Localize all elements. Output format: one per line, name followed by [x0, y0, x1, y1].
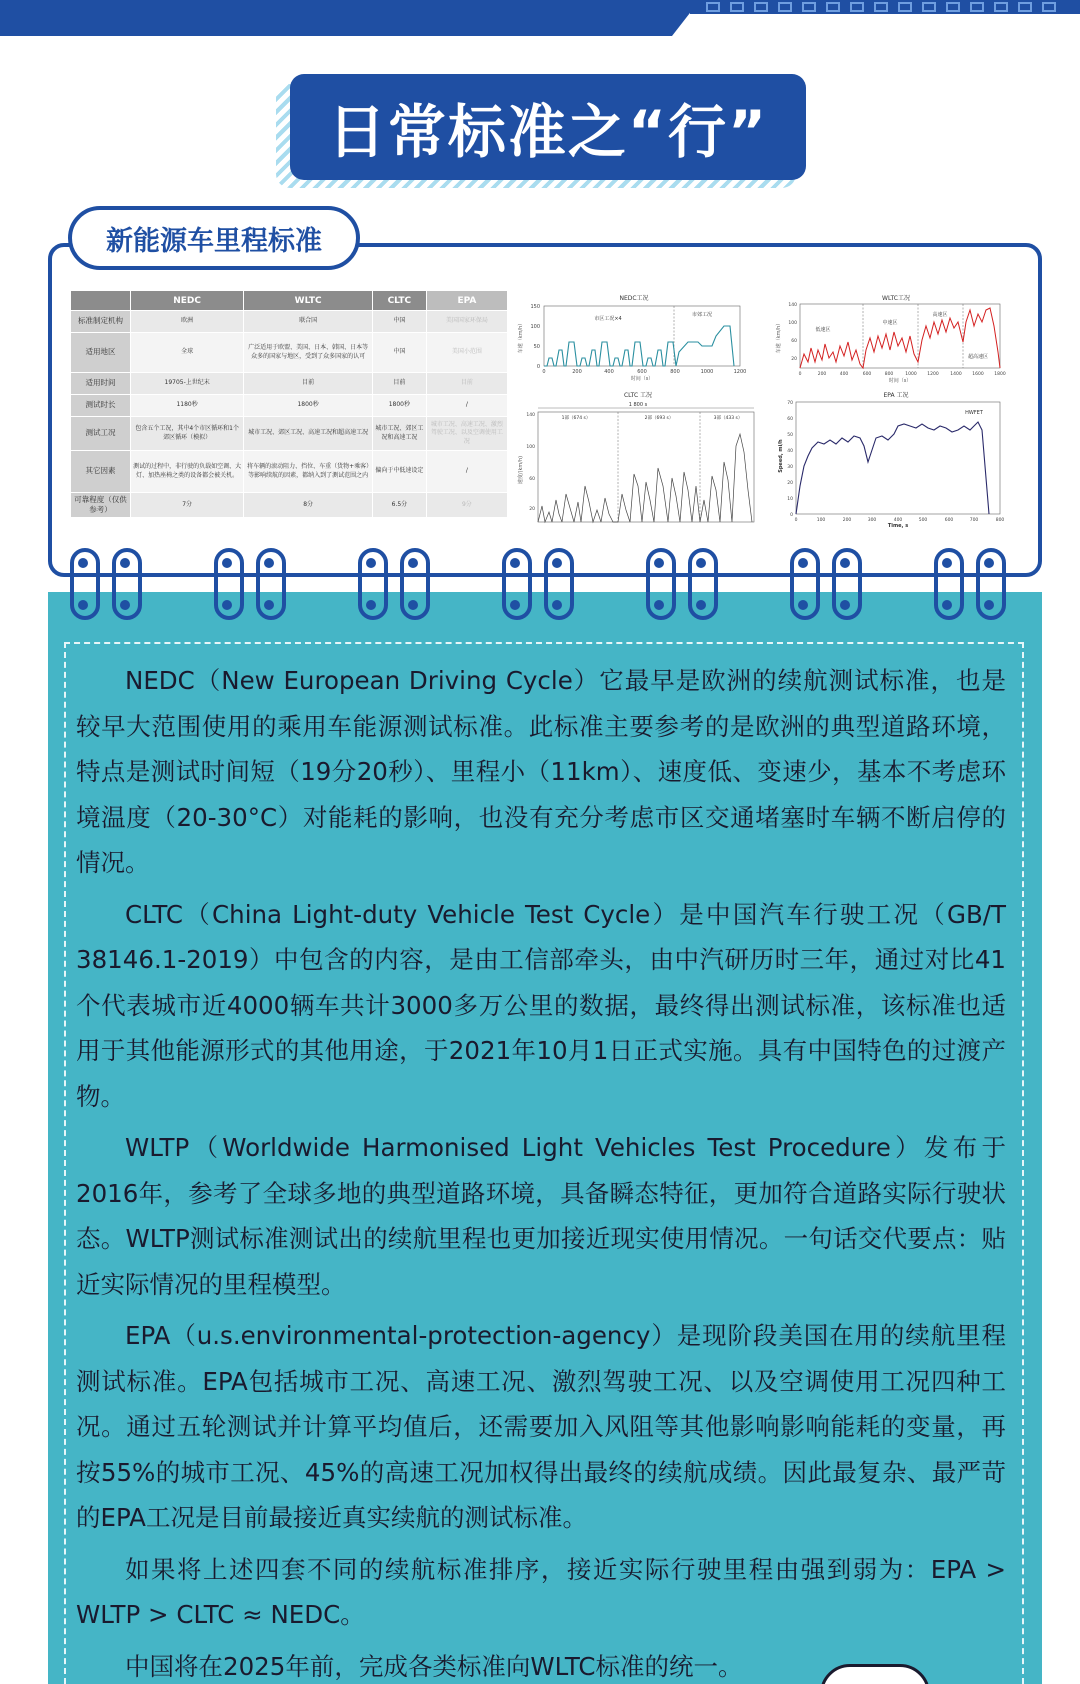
ring-pair — [214, 548, 294, 622]
nedc-xlabel: 时间（s） — [630, 376, 654, 382]
table-row-header: 适用时间 — [71, 373, 131, 395]
epa-xtick: 400 — [893, 518, 903, 523]
table-cell: 9分 — [426, 493, 507, 518]
epa-ytick: 50 — [787, 433, 793, 438]
table-cell: 中国 — [372, 311, 426, 333]
cltc-speed-line — [538, 434, 752, 522]
table-cell: 19705-上世纪末 — [131, 373, 244, 395]
epa-axes — [796, 402, 1000, 514]
paragraph-ranking: 如果将上述四套不同的续航标准排序，接近实际行驶里程由强到弱为：EPA > WLTP > CLTC ≈ NEDC。 — [76, 1554, 1006, 1629]
ring-pair — [790, 548, 870, 622]
wltc-ytick: 60 — [791, 339, 797, 344]
table-cell: 目前 — [426, 373, 507, 395]
table-cell: 美国国家环保局 — [426, 311, 507, 333]
table-cell: 1800秒 — [244, 395, 373, 417]
nedc-xtick: 800 — [670, 369, 680, 375]
epa-ytick: 70 — [787, 401, 793, 406]
nedc-xtick: 200 — [572, 369, 582, 375]
nedc-seg-label: 市区工况×4 — [594, 316, 622, 322]
epa-xtick: 700 — [969, 518, 979, 523]
table-cell: 将车辆的滚动阻力、挡位、车重（货物+乘客）等影响续航的因素，都纳入到了测试范围之内 — [244, 451, 373, 493]
table-cell: / — [426, 451, 507, 493]
table-row-header: 测试时长 — [71, 395, 131, 417]
epa-chart-title: EPA 工况 — [883, 392, 909, 399]
wltc-ytick: 140 — [788, 303, 797, 308]
nedc-ytick: 50 — [533, 344, 540, 350]
table-header-cell: CLTC — [372, 291, 426, 311]
nedc-ylabel: 车速（km/h） — [518, 320, 524, 354]
body-text — [76, 658, 1006, 1684]
nedc-xtick: 0 — [542, 369, 546, 375]
cltc-chart-title: CLTC 工况 — [623, 392, 653, 399]
top-banner — [0, 0, 700, 36]
table-cell: 包含五个工况，其中4个市区循环和1个郊区循环（模拟） — [131, 417, 244, 451]
ring-pair — [934, 548, 1014, 622]
table-row — [71, 333, 508, 373]
table-cell: 目前 — [372, 373, 426, 395]
nedc-chart-title: NEDC工况 — [619, 295, 649, 302]
wltc-xtick: 800 — [884, 372, 894, 377]
wltc-xtick: 1600 — [972, 372, 984, 377]
wltc-ytick: 20 — [791, 357, 797, 362]
title-badge — [290, 74, 806, 180]
epa-chart — [778, 390, 1010, 528]
binder-rings — [62, 548, 1022, 622]
wltc-xtick: 1800 — [994, 372, 1006, 377]
ring-pair — [70, 548, 150, 622]
paragraph-nedc: NEDC（New European Driving Cycle）它最早是欧洲的续航测试标准，也是较早大范围使用的乘用车能源测试标准。此标准主要参考的是欧洲的典型道路环境，特点是测试时间短（19分20秒）、里程小（11km）、速度低、变速少，基本不考虑环境温度（20-30°C）对能耗的影响，也没有充分考虑市区交通堵塞时车辆不断启停的情况。 — [76, 666, 1006, 877]
wltc-xtick: 1000 — [905, 372, 917, 377]
table-header-cell: NEDC — [131, 291, 244, 311]
table-row-header: 标准制定机构 — [71, 311, 131, 333]
nedc-xtick: 600 — [637, 369, 647, 375]
cltc-part-label: 3部（433 s） — [713, 416, 743, 421]
table-row — [71, 451, 508, 493]
epa-xtick: 600 — [944, 518, 954, 523]
table-cell: 8分 — [244, 493, 373, 518]
epa-xtick: 300 — [867, 518, 877, 523]
epa-ytick: 60 — [787, 417, 793, 422]
wltc-xtick: 600 — [862, 372, 872, 377]
nedc-ytick: 0 — [536, 364, 540, 370]
nedc-ytick: 100 — [530, 324, 540, 330]
epa-ytick: 30 — [787, 465, 793, 470]
ring-pair — [358, 548, 438, 622]
card-tab — [68, 206, 360, 270]
table-cell: 欧洲 — [131, 311, 244, 333]
wltc-seg-label: 高速区 — [932, 312, 948, 318]
paragraph-cltc: CLTC（China Light-duty Vehicle Test Cycle）是中国汽车行驶工况（GB/T 38146.1-2019）中包含的内容，是由工信部牵头，由中汽研历时三年，通过对比41个代表城市近4000辆车共计3000多万公里的数据，最终得出测试标准，该标准也适用于其他能源形式的其他用途，于2021年10月1日正式实施。具有中国特色的过渡产物。 — [76, 899, 1006, 1111]
table-row-header: 其它因素 — [71, 451, 131, 493]
paragraph-unification: 中国将在2025年前，完成各类标准向WLTC标准的统一。 — [125, 1651, 743, 1681]
table-cell: 联合国 — [244, 311, 373, 333]
cltc-chart — [518, 390, 758, 524]
epa-xlabel: Time, s — [887, 523, 909, 529]
wltc-xlabel: 时间（s） — [888, 378, 912, 384]
table-cell: 城市工况、郊区工况和高速工况 — [372, 417, 426, 451]
cltc-part-label: 1部（674 s） — [561, 416, 591, 421]
nedc-seg-label: 市郊工况 — [691, 312, 713, 318]
nedc-chart — [518, 292, 750, 382]
nedc-xtick: 400 — [604, 369, 614, 375]
epa-ytick: 10 — [787, 497, 793, 502]
table-cell: 城市工况、郊区工况、高速工况和超高速工况 — [244, 417, 373, 451]
table-cell: 目前 — [244, 373, 373, 395]
table-cell: 7分 — [131, 493, 244, 518]
wltc-xtick: 1200 — [927, 372, 939, 377]
cltc-axes — [538, 412, 754, 522]
table-cell: 中国 — [372, 333, 426, 373]
epa-cycle-label: HWFET — [965, 410, 983, 416]
cltc-total-label: 1 800 s — [628, 402, 648, 408]
wltc-xtick: 400 — [839, 372, 849, 377]
cltc-ytick: 140 — [526, 413, 535, 418]
table-row — [71, 373, 508, 395]
wltc-seg-label: 低速区 — [815, 327, 831, 333]
table-row — [71, 493, 508, 518]
epa-ytick: 40 — [787, 449, 793, 454]
epa-speed-line — [796, 422, 989, 514]
table-row-header: 适用地区 — [71, 333, 131, 373]
table-cell: 广泛适用于欧盟、美国、日本、韩国、日本等众多的国家与地区，受到了众多国家的认可 — [244, 333, 373, 373]
table-row — [71, 417, 508, 451]
table-header-cell — [71, 291, 131, 311]
table-cell: 1800秒 — [372, 395, 426, 417]
cltc-ytick: 60 — [529, 477, 535, 482]
table-cell: 城市工况、高速工况、激烈驾驶工况、以及空调使用工况 — [426, 417, 507, 451]
table-cell: 美国小范围 — [426, 333, 507, 373]
table-row — [71, 395, 508, 417]
cltc-ylabel: 速度/(km/h) — [518, 455, 524, 485]
cltc-ytick: 100 — [526, 445, 535, 450]
table-row — [71, 311, 508, 333]
wltc-xtick: 200 — [817, 372, 827, 377]
paragraph-wltp: WLTP（Worldwide Harmonised Light Vehicles Test Procedure）发布于2016年，参考了全球多地的典型道路环境，具备瞬态特征，更加符合道路实际行驶状态。WLTP测试标准测试出的续航里程也更加接近现实使用情况。一句话交代要点：贴近实际情况的里程模型。 — [76, 1133, 1006, 1299]
table-header-cell: WLTC — [244, 291, 373, 311]
epa-xtick: 800 — [995, 518, 1005, 523]
wltc-ylabel: 车速（km/h） — [776, 320, 782, 354]
epa-xtick: 100 — [816, 518, 826, 523]
table-header-cell: EPA — [426, 291, 507, 311]
top-banner-pattern — [690, 0, 1080, 14]
nedc-xtick: 1200 — [733, 369, 747, 375]
ring-pair — [646, 548, 726, 622]
epa-ylabel: Speed, mi/h — [778, 439, 784, 473]
epa-ytick: 0 — [790, 513, 793, 518]
wltc-xtick: 1400 — [950, 372, 962, 377]
table-row-header: 测试工况 — [71, 417, 131, 451]
standards-table — [70, 290, 508, 518]
epa-xtick: 200 — [842, 518, 852, 523]
epa-ytick: 20 — [787, 481, 793, 486]
table-row-header: 可靠程度（仅供参考） — [71, 493, 131, 518]
wltc-ytick: 100 — [788, 321, 797, 326]
paragraph-epa: EPA（u.s.environmental-protection-agency）是现阶段美国在用的续航里程测试标准。EPA包括城市工况、高速工况、激烈驾驶工况、以及空调使用工况四种工况。通过五轮测试并计算平均值后，还需要加入风阻等其他影响影响能耗的变量，再按55%的城市工况、45%的高速工况加权得出最终的续航成绩。因此最复杂、最严苛的EPA工况是目前最接近真实续航的测试标准。 — [76, 1321, 1006, 1532]
nedc-xtick: 1000 — [700, 369, 714, 375]
epa-xtick: 0 — [794, 518, 798, 523]
wltc-chart-title: WLTC工况 — [882, 295, 910, 302]
table-cell: / — [426, 395, 507, 417]
table-cell: 1180秒 — [131, 395, 244, 417]
page-title: 日常标准之“行” — [327, 98, 769, 166]
cltc-part-label: 2部（693 s） — [644, 416, 674, 421]
table-cell: 测试的过程中，非行驶的负载如空调、大灯、加热座椅之类的设备都会被关机。 — [131, 451, 244, 493]
cltc-ytick: 20 — [529, 507, 535, 512]
wltc-xtick: 0 — [798, 372, 802, 377]
nedc-ytick: 150 — [530, 304, 540, 310]
card-tab-title: 新能源车里程标准 — [106, 225, 322, 257]
wltc-seg-label: 中速区 — [882, 320, 898, 326]
ring-pair — [502, 548, 582, 622]
table-cell: 偏向于中低速设定 — [372, 451, 426, 493]
wltc-chart — [778, 292, 1008, 384]
nedc-speed-line — [544, 326, 734, 366]
table-cell: 全球 — [131, 333, 244, 373]
table-cell: 6.5分 — [372, 493, 426, 518]
decorative-cloud — [820, 1664, 930, 1684]
wltc-seg-label: 超高速区 — [967, 354, 989, 360]
epa-xtick: 500 — [918, 518, 928, 523]
table-header-row — [71, 291, 508, 311]
